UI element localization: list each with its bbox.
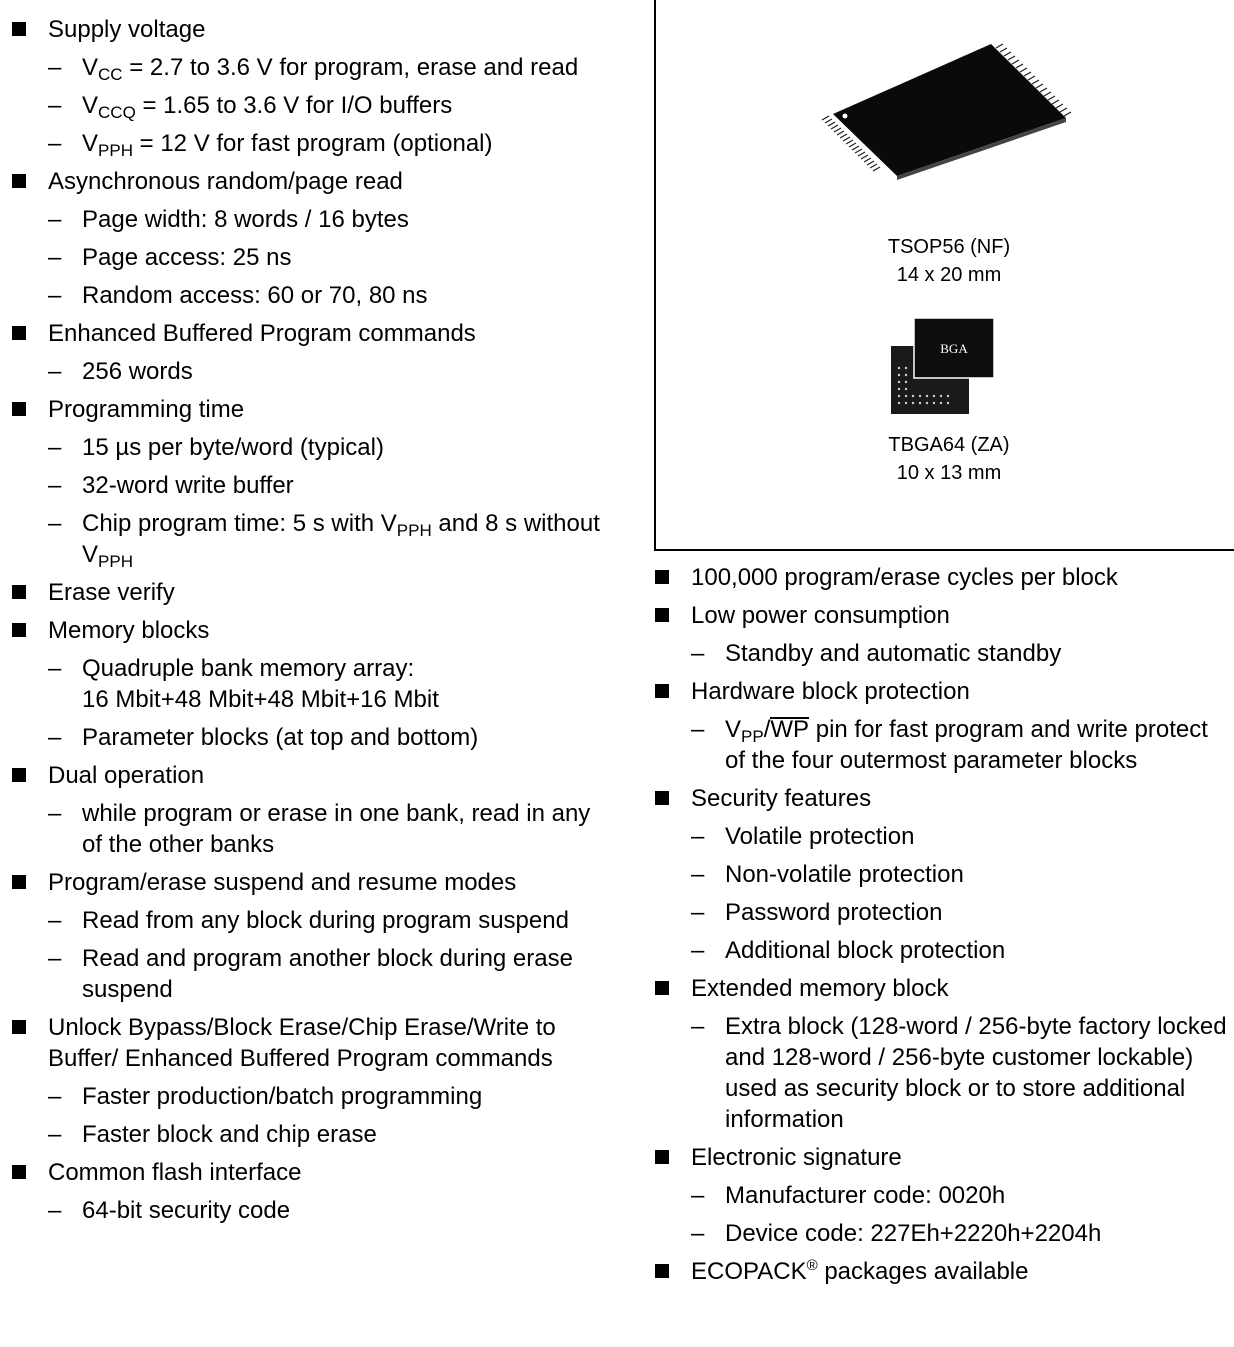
feature-text: Program/erase suspend and resume modes bbox=[48, 869, 517, 896]
subscript-text: CCQ bbox=[98, 103, 136, 122]
feature-bullet bbox=[655, 562, 1234, 593]
feature-text: Enhanced Buffered Program commands bbox=[48, 320, 476, 347]
feature-text: Parameter blocks (at top and bottom) bbox=[82, 724, 479, 751]
square-bullet-icon bbox=[12, 1165, 26, 1179]
dash-marker: – bbox=[48, 655, 62, 682]
feature-text: Random access: 60 or 70, 80 ns bbox=[82, 282, 428, 309]
square-bullet-icon bbox=[12, 585, 26, 599]
dash-marker: – bbox=[691, 861, 705, 888]
tbga-package-size: 10 x 13 mm bbox=[896, 462, 1002, 484]
dash-marker: – bbox=[48, 130, 62, 157]
dash-marker: – bbox=[48, 54, 62, 81]
tbga-package-name: TBGA64 (ZA) bbox=[888, 434, 1010, 456]
feature-sub-item bbox=[12, 90, 612, 121]
feature-text: Low power consumption bbox=[691, 602, 950, 629]
superscript-text: ® bbox=[806, 1257, 818, 1274]
square-bullet-icon bbox=[655, 981, 669, 995]
dash-marker: – bbox=[48, 1121, 62, 1148]
feature-bullet bbox=[12, 14, 612, 45]
feature-text: Page width: 8 words / 16 bytes bbox=[82, 206, 409, 233]
square-bullet-icon bbox=[655, 791, 669, 805]
feature-sub-item bbox=[12, 356, 612, 387]
feature-bullet bbox=[12, 1012, 612, 1074]
feature-bullet bbox=[655, 973, 1234, 1004]
feature-text: Quadruple bank memory array: bbox=[82, 655, 415, 682]
square-bullet-icon bbox=[655, 1150, 669, 1164]
dash-marker: – bbox=[48, 358, 62, 385]
dash-marker: – bbox=[48, 800, 62, 827]
feature-text: Security features bbox=[691, 785, 872, 812]
feature-sub-item bbox=[12, 722, 612, 753]
square-bullet-icon bbox=[12, 22, 26, 36]
dash-marker: – bbox=[48, 434, 62, 461]
tsop-pin1-dot bbox=[842, 113, 848, 119]
feature-bullet bbox=[12, 394, 612, 425]
feature-text: pin for fast program and write protect of the four outermost parameter blocks bbox=[725, 716, 1208, 774]
subscript-text: PP bbox=[741, 727, 764, 746]
feature-text: Device code: 227Eh+2220h+2204h bbox=[725, 1220, 1102, 1247]
feature-text: and 8 s without V bbox=[82, 510, 600, 568]
feature-text: 100,000 program/erase cycles per block bbox=[691, 564, 1118, 591]
dash-marker: – bbox=[48, 510, 62, 537]
left-feature-list bbox=[12, 14, 612, 1233]
square-bullet-icon bbox=[12, 623, 26, 637]
feature-text: V bbox=[82, 92, 99, 119]
subscript-text: PPH bbox=[396, 521, 432, 540]
feature-text: Page access: 25 ns bbox=[82, 244, 292, 271]
square-bullet-icon bbox=[655, 684, 669, 698]
dash-marker: – bbox=[691, 1220, 705, 1247]
feature-text: while program or erase in one bank, read in any of the other banks bbox=[82, 800, 591, 858]
feature-bullet bbox=[12, 760, 612, 791]
dash-marker: – bbox=[691, 716, 705, 743]
tsop-package-size: 14 x 20 mm bbox=[896, 264, 1002, 286]
feature-text: Read from any block during program suspend bbox=[82, 907, 569, 934]
dash-marker: – bbox=[48, 945, 62, 972]
dash-marker: – bbox=[48, 282, 62, 309]
feature-text: Asynchronous random/page read bbox=[48, 168, 403, 195]
bga-chip-marking: BGA bbox=[940, 341, 968, 356]
feature-bullet bbox=[12, 867, 612, 898]
subscript-text: PPH bbox=[98, 552, 133, 571]
dash-marker: – bbox=[48, 724, 62, 751]
feature-sub-item bbox=[12, 52, 612, 83]
feature-text: ECOPACK bbox=[691, 1258, 807, 1285]
feature-text: Standby and automatic standby bbox=[725, 640, 1062, 667]
square-bullet-icon bbox=[12, 326, 26, 340]
feature-text: Unlock Bypass/Block Erase/Chip Erase/Write to Buffer/ Enhanced Buffered Program commands bbox=[48, 1014, 556, 1072]
feature-text: 64-bit security code bbox=[82, 1197, 291, 1224]
package-figure-box bbox=[654, 0, 1234, 551]
feature-text: Additional block protection bbox=[725, 937, 1006, 964]
feature-text: = 2.7 to 3.6 V for program, erase and read bbox=[122, 54, 579, 81]
feature-sub-item bbox=[655, 897, 1234, 928]
dash-marker: – bbox=[48, 1197, 62, 1224]
dash-marker: – bbox=[691, 937, 705, 964]
feature-text: Electronic signature bbox=[691, 1144, 902, 1171]
feature-text: 256 words bbox=[82, 358, 193, 385]
feature-text: Memory blocks bbox=[48, 617, 210, 644]
feature-text: Faster block and chip erase bbox=[82, 1121, 377, 1148]
feature-sub-item bbox=[655, 859, 1234, 890]
feature-bullet bbox=[12, 577, 612, 608]
feature-sub-item bbox=[655, 1011, 1234, 1135]
feature-sub-item bbox=[12, 242, 612, 273]
feature-text: Chip program time: 5 s with V bbox=[82, 510, 397, 537]
feature-text: V bbox=[82, 130, 99, 157]
feature-sub-item bbox=[12, 1119, 612, 1150]
feature-sub-item bbox=[12, 432, 612, 463]
feature-sub-item bbox=[655, 1180, 1234, 1211]
dash-marker: – bbox=[691, 1013, 705, 1040]
square-bullet-icon bbox=[655, 608, 669, 622]
feature-sub-item bbox=[12, 1195, 612, 1226]
feature-bullet bbox=[655, 676, 1234, 707]
square-bullet-icon bbox=[12, 1020, 26, 1034]
dash-marker: – bbox=[48, 206, 62, 233]
feature-text: Extra block (128-word / 256-byte factory locked and 128-word / 256-byte customer lockable) used as security block or to store additional information bbox=[725, 1013, 1227, 1133]
feature-bullet bbox=[12, 1157, 612, 1188]
feature-sub-item bbox=[655, 935, 1234, 966]
dash-marker: – bbox=[48, 472, 62, 499]
feature-text: Manufacturer code: 0020h bbox=[725, 1182, 1006, 1209]
tbga64-package-image bbox=[889, 316, 999, 416]
tsop56-package-image bbox=[811, 36, 1076, 181]
dash-marker: – bbox=[48, 907, 62, 934]
feature-sub-item bbox=[12, 1081, 612, 1112]
feature-sub-item bbox=[655, 1218, 1234, 1249]
feature-sub-item bbox=[12, 798, 612, 860]
dash-marker: – bbox=[691, 1182, 705, 1209]
feature-sub-item bbox=[12, 280, 612, 311]
feature-bullet bbox=[12, 166, 612, 197]
feature-sub-item bbox=[655, 638, 1234, 669]
feature-text: 15 µs per byte/word (typical) bbox=[82, 434, 384, 461]
dash-marker: – bbox=[48, 1083, 62, 1110]
feature-bullet bbox=[655, 1142, 1234, 1173]
feature-sub-item bbox=[12, 128, 612, 159]
feature-text: Supply voltage bbox=[48, 16, 206, 43]
feature-text: Read and program another block during erase suspend bbox=[82, 945, 573, 1003]
feature-text: = 1.65 to 3.6 V for I/O buffers bbox=[135, 92, 453, 119]
square-bullet-icon bbox=[12, 875, 26, 889]
subscript-text: PPH bbox=[98, 141, 133, 160]
feature-sub-item bbox=[655, 821, 1234, 852]
feature-bullet bbox=[655, 1256, 1234, 1287]
feature-text: Programming time bbox=[48, 396, 245, 423]
feature-text: Common flash interface bbox=[48, 1159, 302, 1186]
feature-sub-item bbox=[12, 204, 612, 235]
feature-text: Password protection bbox=[725, 899, 943, 926]
overlined-text: WP bbox=[770, 716, 810, 743]
tsop-package-name: TSOP56 (NF) bbox=[887, 236, 1011, 258]
feature-text: V bbox=[82, 54, 99, 81]
feature-text: Non-volatile protection bbox=[725, 861, 964, 888]
feature-text: Dual operation bbox=[48, 762, 205, 789]
feature-text: 32-word write buffer bbox=[82, 472, 294, 499]
feature-sub-item bbox=[12, 470, 612, 501]
square-bullet-icon bbox=[12, 402, 26, 416]
feature-text: packages available bbox=[817, 1258, 1029, 1285]
feature-text: / bbox=[763, 716, 771, 743]
square-bullet-icon bbox=[655, 1264, 669, 1278]
dash-marker: – bbox=[691, 823, 705, 850]
feature-sub-item bbox=[12, 905, 612, 936]
feature-text: Hardware block protection bbox=[691, 678, 970, 705]
feature-sub-item bbox=[655, 714, 1234, 776]
dash-marker: – bbox=[48, 244, 62, 271]
feature-bullet bbox=[12, 615, 612, 646]
right-feature-list bbox=[655, 562, 1234, 1294]
subscript-text: CC bbox=[98, 65, 123, 84]
feature-text: V bbox=[725, 716, 742, 743]
feature-bullet bbox=[655, 783, 1234, 814]
feature-text: Faster production/batch programming bbox=[82, 1083, 483, 1110]
square-bullet-icon bbox=[12, 768, 26, 782]
feature-sub-item bbox=[12, 508, 612, 570]
feature-sub-item bbox=[12, 653, 612, 715]
feature-text: 16 Mbit+48 Mbit+48 Mbit+16 Mbit bbox=[82, 686, 439, 713]
dash-marker: – bbox=[691, 640, 705, 667]
feature-text: = 12 V for fast program (optional) bbox=[132, 130, 493, 157]
feature-sub-item bbox=[12, 943, 612, 1005]
feature-bullet bbox=[655, 600, 1234, 631]
tsop-body bbox=[833, 44, 1066, 176]
feature-bullet bbox=[12, 318, 612, 349]
dash-marker: – bbox=[691, 899, 705, 926]
square-bullet-icon bbox=[655, 570, 669, 584]
feature-text: Volatile protection bbox=[725, 823, 915, 850]
square-bullet-icon bbox=[12, 174, 26, 188]
dash-marker: – bbox=[48, 92, 62, 119]
feature-text: Erase verify bbox=[48, 579, 175, 606]
feature-text: Extended memory block bbox=[691, 975, 949, 1002]
